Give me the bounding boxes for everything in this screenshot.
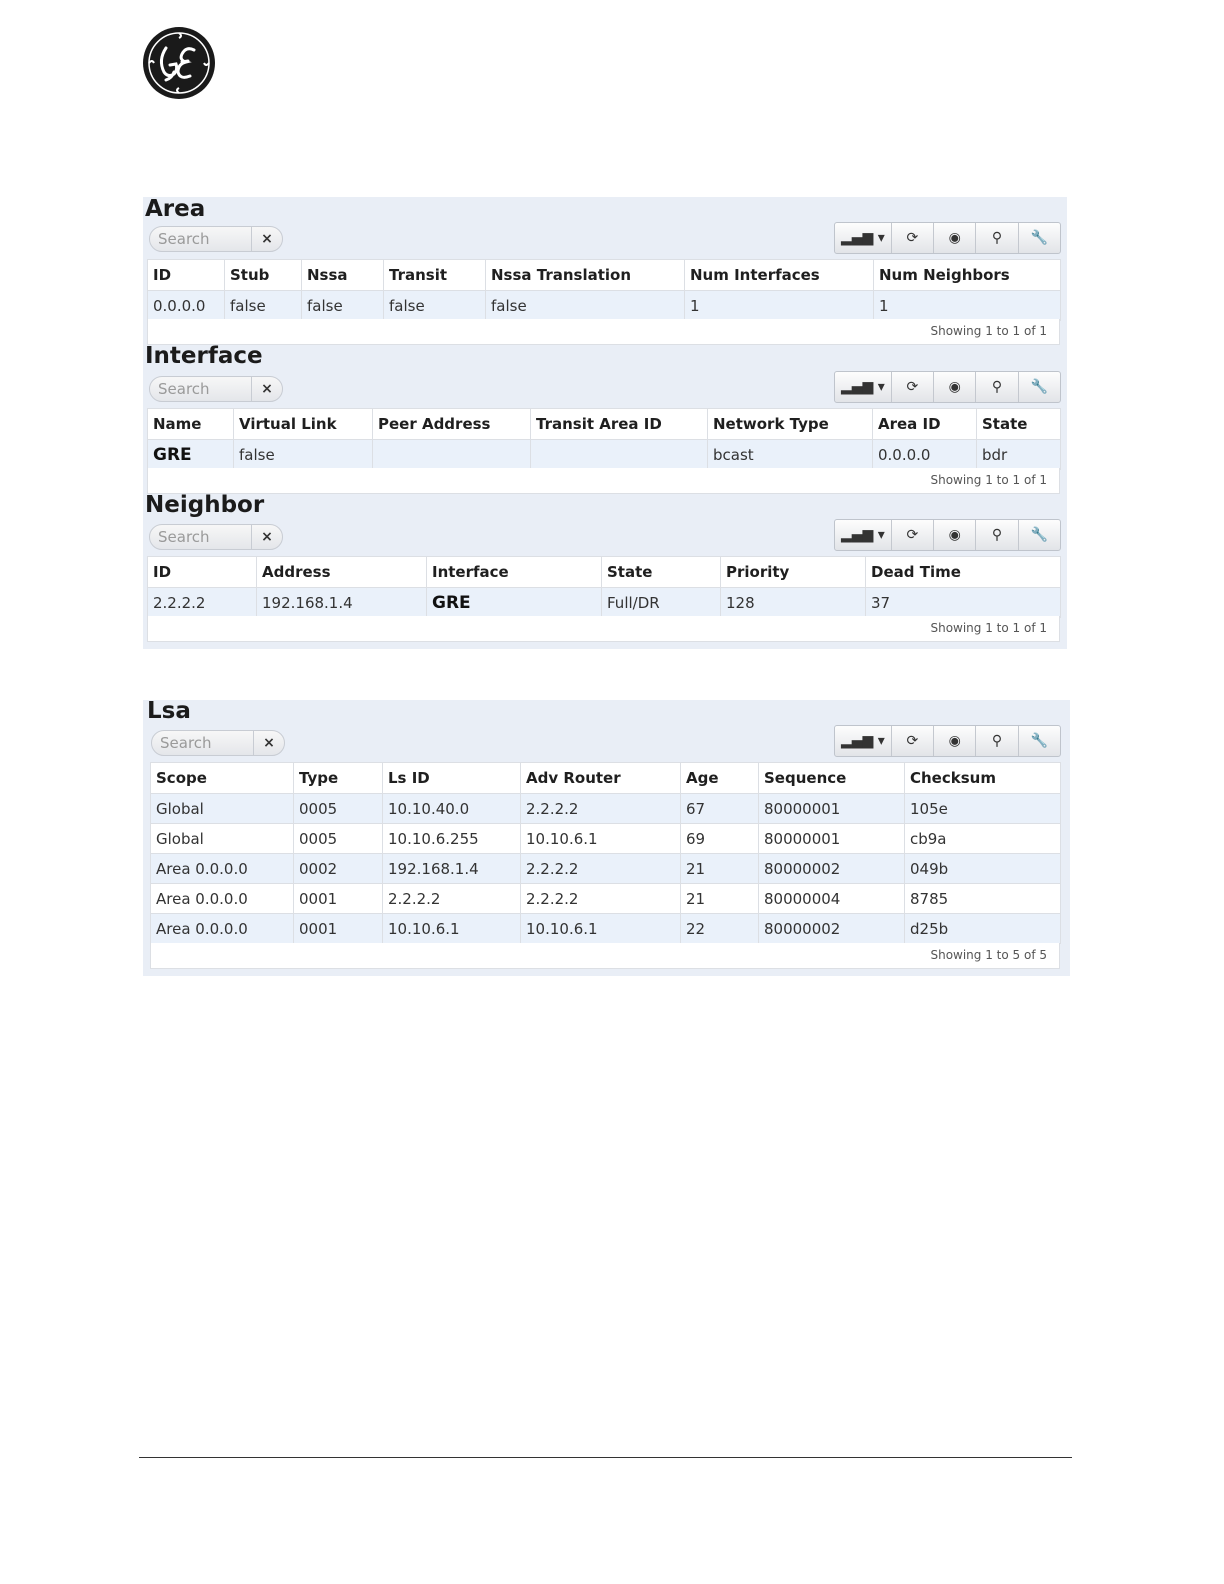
column-header[interactable]: Adv Router [521,763,681,794]
table-cell: 80000002 [759,854,905,884]
area-toolbar [834,222,1061,254]
column-header[interactable]: Transit Area ID [531,409,708,440]
wrench-icon[interactable]: 🔧 [1018,726,1060,756]
neighbor-title: Neighbor [145,492,265,518]
table-cell: 2.2.2.2 [521,794,681,824]
table-cell: 2.2.2.2 [521,884,681,914]
table-cell: 10.10.6.1 [521,914,681,944]
column-header[interactable]: Dead Time [866,557,1061,588]
table-cell: 69 [681,824,759,854]
table-row[interactable] [151,914,1061,944]
interface-title: Interface [145,343,263,369]
column-header[interactable]: Num Neighbors [874,260,1061,291]
table-header-row [148,260,1061,291]
interface-search [149,376,283,402]
neighbor-search-clear-button[interactable]: × [251,525,282,549]
lsa-panel [143,700,1070,976]
interface-table [147,408,1061,470]
lsa-search [151,730,285,756]
column-header[interactable]: Num Interfaces [685,260,874,291]
table-row[interactable] [148,291,1061,321]
table-cell: 192.168.1.4 [383,854,521,884]
lsa-title: Lsa [147,698,191,724]
table-cell: 8785 [905,884,1061,914]
search-icon[interactable]: ⚲ [975,223,1017,253]
table-cell: Global [151,794,294,824]
table-cell: 2.2.2.2 [148,588,257,618]
column-header[interactable]: Stub [225,260,302,291]
table-row[interactable] [151,824,1061,854]
area-search-clear-button[interactable]: × [251,227,282,251]
table-cell: 128 [721,588,866,618]
eye-icon[interactable]: ◉ [933,372,975,402]
table-header-row [148,557,1061,588]
table-cell: false [234,440,373,470]
wrench-icon[interactable]: 🔧 [1018,372,1060,402]
ge-logo [142,26,216,100]
column-header[interactable]: ID [148,260,225,291]
search-icon[interactable]: ⚲ [975,520,1017,550]
table-cell: 049b [905,854,1061,884]
table-cell: 2.2.2.2 [383,884,521,914]
ospf-panel-top [143,197,1067,649]
interface-paging-info: Showing 1 to 1 of 1 [930,473,1047,487]
table-cell: cb9a [905,824,1061,854]
table-cell: 2.2.2.2 [521,854,681,884]
table-cell: 0002 [294,854,383,884]
column-header[interactable]: ID [148,557,257,588]
area-search-input[interactable] [158,230,246,248]
table-cell: 0005 [294,794,383,824]
column-header[interactable]: Ls ID [383,763,521,794]
column-header[interactable]: Interface [427,557,602,588]
table-cell: false [384,291,486,321]
wrench-icon[interactable]: 🔧 [1018,520,1060,550]
area-paging-info: Showing 1 to 1 of 1 [930,324,1047,338]
table-cell: 37 [866,588,1061,618]
column-header[interactable]: Scope [151,763,294,794]
table-cell: GRE [148,440,234,470]
table-cell: Area 0.0.0.0 [151,884,294,914]
table-cell: 21 [681,884,759,914]
table-cell: 10.10.6.1 [521,824,681,854]
table-cell: 10.10.6.1 [383,914,521,944]
area-title: Area [145,196,206,222]
column-header[interactable]: Checksum [905,763,1061,794]
table-cell: bcast [708,440,873,470]
neighbor-table-footer [147,616,1060,642]
table-cell: 105e [905,794,1061,824]
interface-search-input[interactable] [158,380,246,398]
lsa-search-input[interactable] [160,734,248,752]
table-cell: false [225,291,302,321]
column-header[interactable]: Sequence [759,763,905,794]
interface-table-footer [147,468,1060,494]
eye-icon[interactable]: ◉ [933,223,975,253]
table-cell: 192.168.1.4 [257,588,427,618]
eye-icon[interactable]: ◉ [933,520,975,550]
table-cell: d25b [905,914,1061,944]
table-cell: Area 0.0.0.0 [151,914,294,944]
column-header[interactable]: Type [294,763,383,794]
table-cell: Global [151,824,294,854]
neighbor-search-input[interactable] [158,528,246,546]
table-cell: Full/DR [602,588,721,618]
table-cell: 21 [681,854,759,884]
neighbor-paging-info: Showing 1 to 1 of 1 [930,621,1047,635]
column-header[interactable]: Nssa Translation [486,260,685,291]
table-cell: 80000004 [759,884,905,914]
table-cell: Area 0.0.0.0 [151,854,294,884]
table-cell: 0.0.0.0 [148,291,225,321]
lsa-toolbar [834,725,1061,757]
search-icon[interactable]: ⚲ [975,726,1017,756]
column-header[interactable]: Virtual Link [234,409,373,440]
table-cell: 1 [685,291,874,321]
interface-search-clear-button[interactable]: × [251,377,282,401]
table-cell [531,440,708,470]
table-cell: 67 [681,794,759,824]
table-row[interactable] [148,440,1061,470]
table-cell: 0.0.0.0 [873,440,977,470]
area-table-footer [147,319,1060,345]
column-header[interactable]: Network Type [708,409,873,440]
table-cell: 10.10.6.255 [383,824,521,854]
refresh-icon[interactable]: ⟳ [891,726,933,756]
table-cell: 80000001 [759,824,905,854]
chart-dropdown-icon[interactable]: ▂▄▆ ▾ [840,733,885,749]
table-row[interactable] [151,794,1061,824]
lsa-search-clear-button[interactable]: × [253,731,284,755]
lsa-paging-info: Showing 1 to 5 of 5 [930,948,1047,962]
table-header-row [151,763,1061,794]
table-cell: false [486,291,685,321]
table-cell [373,440,531,470]
table-cell: GRE [427,588,602,618]
column-header[interactable]: Transit [384,260,486,291]
refresh-icon[interactable]: ⟳ [891,372,933,402]
neighbor-search [149,524,283,550]
table-cell: 22 [681,914,759,944]
table-cell: 1 [874,291,1061,321]
column-header[interactable]: Age [681,763,759,794]
column-header[interactable]: Priority [721,557,866,588]
table-cell: 0001 [294,914,383,944]
refresh-icon[interactable]: ⟳ [891,520,933,550]
refresh-icon[interactable]: ⟳ [891,223,933,253]
table-cell: false [302,291,384,321]
chart-dropdown-icon[interactable]: ▂▄▆ ▾ [840,379,885,395]
chart-dropdown-icon[interactable]: ▂▄▆ ▾ [840,527,885,543]
table-header-row [148,409,1061,440]
table-row[interactable] [148,588,1061,618]
interface-toolbar [834,371,1061,403]
column-header[interactable]: State [977,409,1061,440]
table-cell: 0001 [294,884,383,914]
chart-dropdown-icon[interactable]: ▂▄▆ ▾ [840,230,885,246]
table-cell: 10.10.40.0 [383,794,521,824]
wrench-icon[interactable]: 🔧 [1018,223,1060,253]
lsa-table [150,762,1061,944]
table-cell: 0005 [294,824,383,854]
table-row[interactable] [151,884,1061,914]
table-cell: 80000002 [759,914,905,944]
eye-icon[interactable]: ◉ [933,726,975,756]
page-footer-rule [139,1457,1072,1458]
area-table [147,259,1061,321]
column-header[interactable]: Address [257,557,427,588]
lsa-table-footer [150,943,1060,969]
area-search [149,226,283,252]
column-header[interactable]: State [602,557,721,588]
table-cell: bdr [977,440,1061,470]
column-header[interactable]: Name [148,409,234,440]
table-cell: 80000001 [759,794,905,824]
neighbor-toolbar [834,519,1061,551]
table-row[interactable] [151,854,1061,884]
column-header[interactable]: Peer Address [373,409,531,440]
column-header[interactable]: Area ID [873,409,977,440]
column-header[interactable]: Nssa [302,260,384,291]
search-icon[interactable]: ⚲ [975,372,1017,402]
neighbor-table [147,556,1061,618]
